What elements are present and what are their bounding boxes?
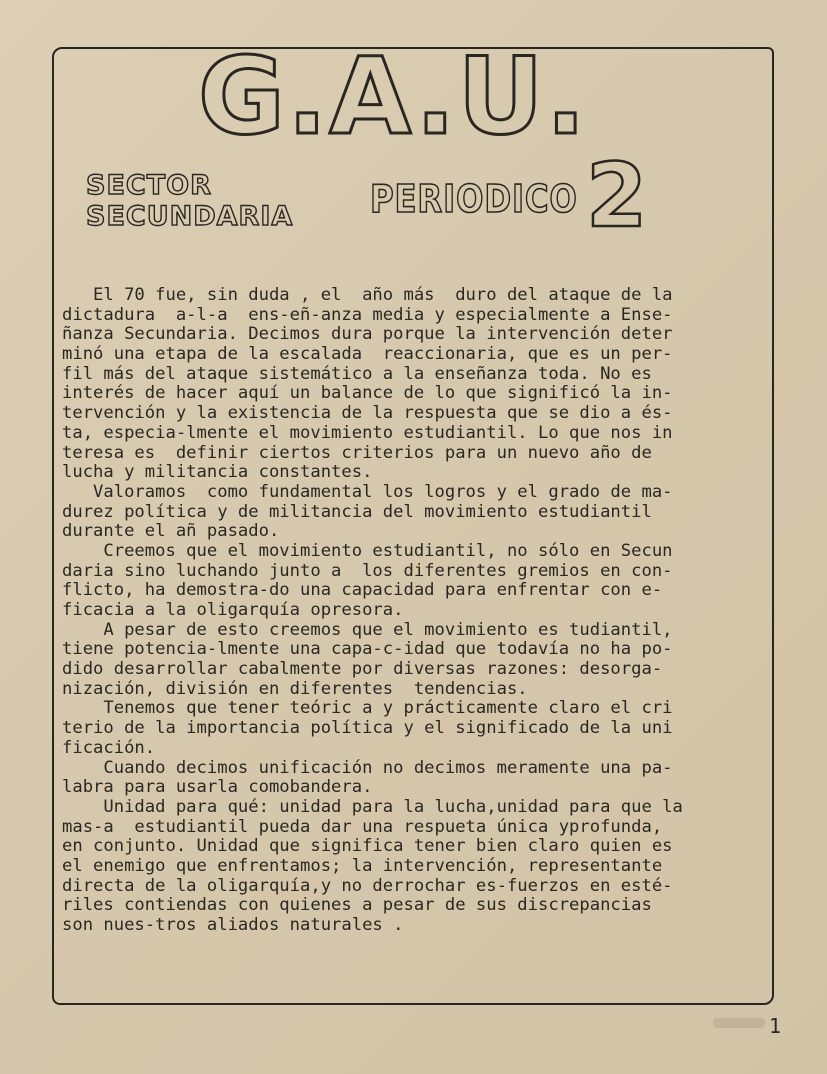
text-line: labra para usarla comobandera. [62, 777, 373, 798]
text-line: interés de hacer aquí un balance de lo que significó la in- [62, 383, 673, 404]
gau-logo: G.A.U. [198, 35, 588, 158]
text-line: tiene potencia-lmente una capa-c-idad que todavía no ha po- [62, 639, 673, 660]
sector-line-2: SECUNDARIA [86, 201, 294, 233]
text-line: terio de la importancia política y el significado de la uni [62, 718, 673, 739]
text-line: durante el añ pasado. [62, 521, 280, 542]
text-line: lucha y militancia constantes. [62, 462, 373, 483]
issue-number: 2 [586, 144, 648, 247]
text-line: nización, división en diferentes tendencias. [62, 678, 528, 699]
text-line: Cuando decimos unificación no decimos meramente una pa- [62, 757, 673, 778]
text-line: mas-a estudiantil pueda dar una respueta única yprofunda, [62, 816, 663, 837]
text-line: minó una etapa de la escalada reaccionaria, que es un per- [62, 344, 673, 365]
sector-label [86, 170, 293, 232]
text-line: ta, especia-lmente el movimiento estudiantil. Lo que nos in [62, 422, 673, 443]
body-text [62, 286, 772, 936]
stamp-smudge [713, 1018, 765, 1028]
text-line: durez política y de militancia del movimiento estudiantil [62, 501, 652, 522]
text-line: dido desarrollar cabalmente por diversas razones: desorga- [62, 659, 663, 680]
periodico-title: PERIODICO [370, 177, 578, 221]
text-line: ficación. [62, 737, 156, 758]
sector-line-1: SECTOR [86, 170, 212, 201]
text-line: ñanza Secundaria. Decimos dura porque la intervención deter [62, 324, 673, 345]
text-line: fil más del ataque sistemático a la enseñanza toda. No es [62, 363, 652, 384]
text-line: riles contiendas con quienes a pesar de sus discrepancias [62, 895, 652, 916]
text-line: son nues-tros aliados naturales . [62, 915, 404, 935]
text-line: El 70 fue, sin duda , el año más duro del ataque de la [62, 285, 673, 305]
text-line: Tenemos que tener teóric a y prácticamente claro el cri [62, 698, 673, 719]
text-line: Unidad para qué: unidad para la lucha,unidad para que la [62, 796, 683, 817]
text-line: ficacia a la oligarquía opresora. [62, 600, 404, 620]
text-line: tervención y la existencia de la respuesta que se dio a és- [62, 403, 673, 424]
text-line: daria sino luchando junto a los diferentes gremios en con- [62, 560, 673, 581]
text-line: directa de la oligarquía,y no derrochar es-fuerzos en esté- [62, 875, 673, 896]
text-line: en conjunto. Unidad que significa tener bien claro quien es [62, 836, 673, 857]
text-line: flicto, ha demostra-do una capacidad para enfrentar con e- [62, 580, 663, 601]
text-line: el enemigo que enfrentamos; la intervención, representante [62, 855, 663, 876]
text-line: A pesar de esto creemos que el movimiento es tudiantil, [62, 619, 673, 640]
page-number: 1 [768, 1014, 781, 1038]
text-line: teresa es definir ciertos criterios para un nuevo año de [62, 442, 652, 463]
text-line: dictadura a-l-a ens-eñ-anza media y especialmente a Ense- [62, 304, 673, 325]
text-line: Creemos que el movimiento estudiantil, no sólo en Secun [62, 540, 673, 561]
text-line: Valoramos como fundamental los logros y el grado de ma- [62, 481, 673, 502]
